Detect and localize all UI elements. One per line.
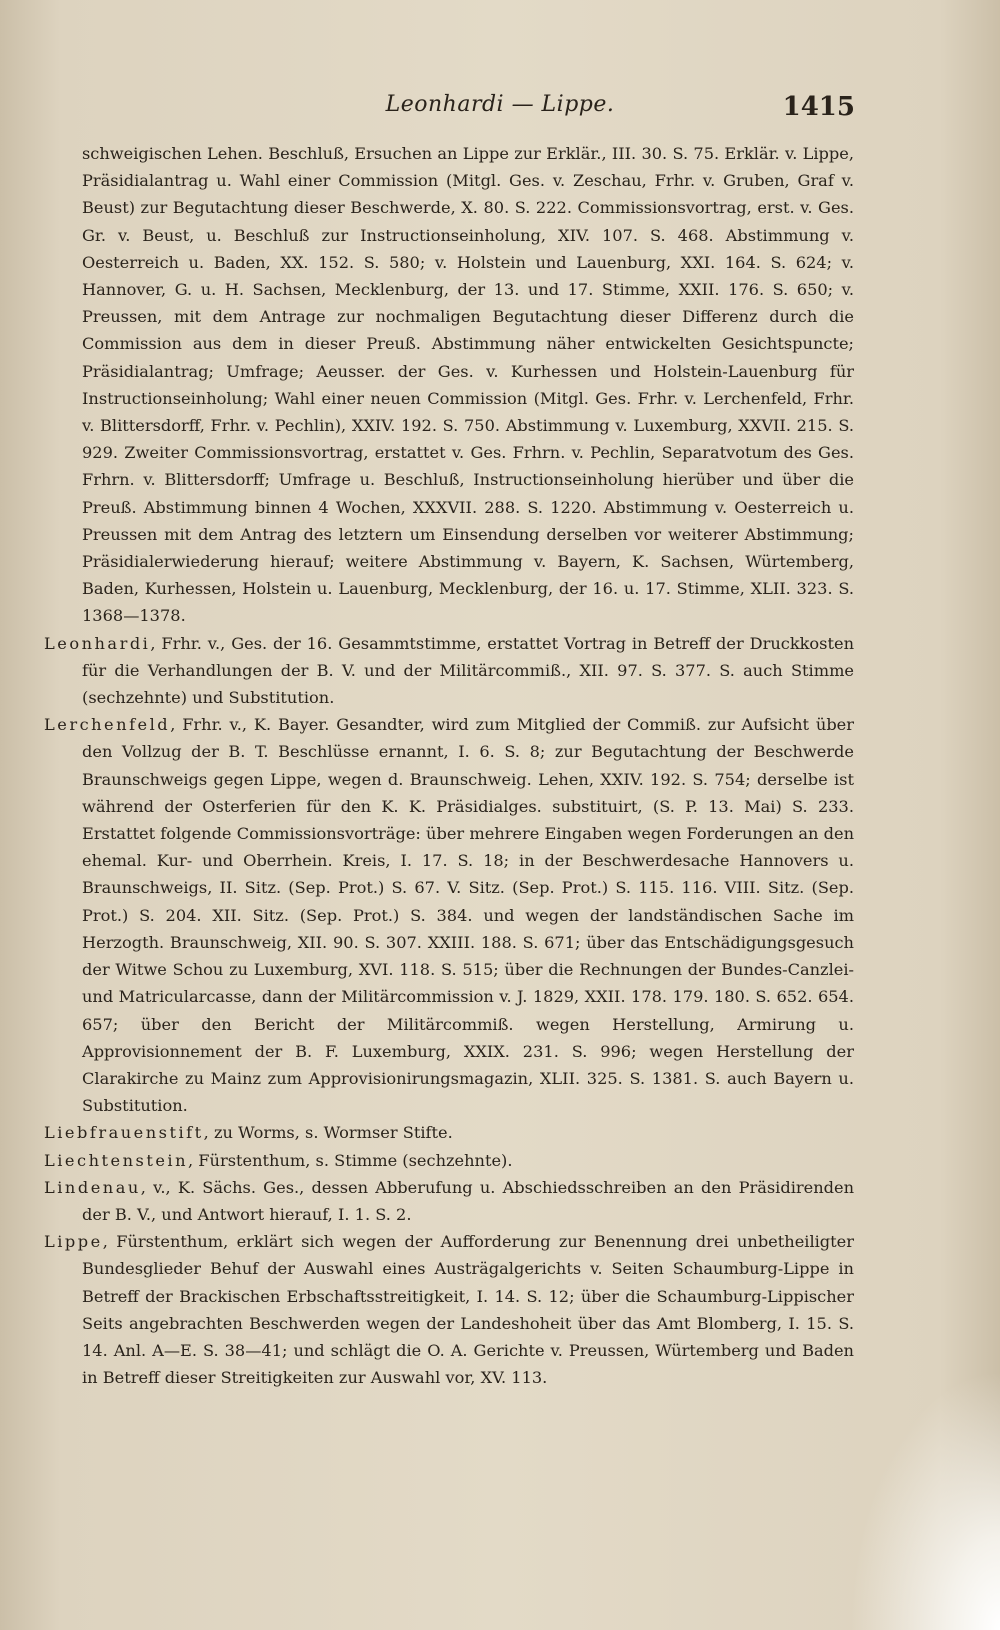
index-entry-lindenau — [44, 1174, 854, 1228]
index-entry-continued — [44, 140, 854, 630]
page-header — [0, 92, 1000, 128]
index-entry-lerchenfeld — [44, 711, 854, 1119]
entry-lemma: Liechtenstein — [44, 1150, 189, 1170]
entry-lemma: Lippe — [44, 1232, 103, 1252]
index-entry-lippe — [44, 1228, 854, 1391]
index-body — [44, 140, 854, 1391]
page-corner-wear — [850, 1370, 1000, 1630]
entry-lemma: Liebfrauenstift — [44, 1123, 204, 1143]
entry-lemma: Leonhardi — [44, 633, 151, 653]
entry-lemma: Lindenau — [44, 1177, 141, 1197]
entry-text: schweigischen Lehen. Beschluß, Ersuchen an Lippe zur Erklär., III. 30. S. 75. Erklär. v. Lippe, Präsidialantrag u. Wahl einer Commission (Mitgl. Ges. v. Zeschau, Frhr. v. Gruben, Graf v. Beust) zur Begutachtung dieser Beschwerde, X. 80. S. 222. Commissionsvortrag, erst. v. Ges. Gr. v. Beust, u. Beschluß zur Instructionseinholung, XIV. 107. S. 468. Abstimmung v. Oesterreich u. Baden, XX. 152. S. 580; v. Holstein und Lauenburg, XXI. 164. S. 624; v. Hannover, G. u. H. Sachsen, Mecklenburg, der 13. und 17. Stimme, XXII. 176. S. 650; v. Preussen, mit dem Antrage zur nochmaligen Begutachtung dieser Differenz durch die Commission aus dem in dieser Preuß. Abstimmung näher entwickelten Gesichtspuncte; Präsidialantrag; Umfrage; Aeusser. der Ges. v. Kurhessen und Holstein-Lauenburg für Instructionseinholung; Wahl einer neuen Commission (Mitgl. Ges. Frhr. v. Lerchenfeld, Frhr. v. Blittersdorff, Frhr. v. Pechlin), XXIV. 192. S. 750. Abstimmung v. Luxemburg, XXVII. 215. S. 929. Zweiter Commissionsvortrag, erstattet v. Ges. Frhrn. v. Pechlin, Separatvotum des Ges. Frhrn. v. Blittersdorff; Umfrage u. Beschluß, Instructionseinholung hierüber und über die Preuß. Abstimmung binnen 4 Wochen, XXXVII. 288. S. 1220. Abstimmung v. Oesterreich u. Preussen mit dem Antrag des letztern um Einsendung derselben vor weiterer Abstimmung; Präsidialerwiederung hierauf; weitere Abstimmung v. Bayern, K. Sachsen, Würtemberg, Baden, Kurhessen, Holstein u. Lauenburg, Mecklenburg, der 16. u. 17. Stimme, XLII. 323. S. 1368—1378. — [82, 144, 854, 626]
entry-text: , zu Worms, s. Wormser Stifte. — [203, 1123, 453, 1143]
entry-lemma: Lerchenfeld — [44, 715, 171, 735]
entry-text: , Frhr. v., Ges. der 16. Gesammtstimme, erstattet Vortrag in Betreff der Druckkosten für die Verhandlungen der B. V. und der Militärcommiß., XII. 97. S. 377. S. auch Stimme (sechzehnte) und Substitution. — [82, 633, 854, 708]
entry-text: , Frhr. v., K. Bayer. Gesandter, wird zum Mitglied der Commiß. zur Aufsicht über den Vollzug der B. T. Beschlüsse ernannt, I. 6. S. 8; zur Begutachtung der Beschwerde Braunschweigs gegen Lippe, wegen d. Braunschweig. Lehen, XXIV. 192. S. 754; derselbe ist während der Osterferien für den K. K. Präsidialges. substituirt, (S. P. 13. Mai) S. 233. Erstattet folgende Commissionsvorträge: über mehrere Eingaben wegen Forderungen an den ehemal. Kur- und Oberrhein. Kreis, I. 17. S. 18; in der Beschwerdesache Hannovers u. Braunschweigs, II. Sitz. (Sep. Prot.) S. 67. V. Sitz. (Sep. Prot.) S. 115. 116. VIII. Sitz. (Sep. Prot.) S. 204. XII. Sitz. (Sep. Prot.) S. 384. und wegen der landständischen Sache im Herzogth. Braunschweig, XII. 90. S. 307. XXIII. 188. S. 671; über das Entschädigungsgesuch der Witwe Schou zu Luxemburg, XVI. 118. S. 515; über die Rechnungen der Bundes-Canzlei- und Matricularcasse, dann der Militärcommission v. J. 1829, XXII. 178. 179. 180. S. 652. 654. 657; über den Bericht der Militärcommiß. wegen Herstellung, Armirung u. Approvisionnement der B. F. Luxemburg, XXIX. 231. S. 996; wegen Herstellung der Clarakirche zu Mainz zum Approvisionirungsmagazin, XLII. 325. S. 1381. S. auch Bayern u. Substitution. — [82, 715, 854, 1116]
index-entry-leonhardi — [44, 630, 854, 712]
entry-text: , Fürstenthum, s. Stimme (sechzehnte). — [188, 1150, 513, 1170]
entry-text: , v., K. Sächs. Ges., dessen Abberufung u. Abschiedsschreiben an den Präsidirenden der B. V., und Antwort hierauf, I. 1. S. 2. — [82, 1177, 854, 1224]
page-number: 1415 — [782, 92, 855, 122]
entry-text: , Fürstenthum, erklärt sich wegen der Aufforderung zur Benennung drei unbetheiligter Bundesglieder Behuf der Auswahl eines Austrägalgerichts v. Seiten Schaumburg-Lippe in Betreff der Brackischen Erbschaftsstreitigkeit, I. 14. S. 12; über die Schaumburg-Lippischer Seits angebrachten Beschwerden wegen der Landeshoheit über das Amt Blomberg, I. 15. S. 14. Anl. A—E. S. 38—41; und schlägt die O. A. Gerichte v. Preussen, Würtemberg und Baden in Betreff dieser Streitigkeiten zur Auswahl vor, XV. 113. — [82, 1232, 854, 1388]
index-entry-liechtenstein — [44, 1147, 854, 1174]
index-entry-liebfrauenstift — [44, 1119, 854, 1146]
running-head: Leonhardi — Lippe. — [385, 92, 615, 117]
